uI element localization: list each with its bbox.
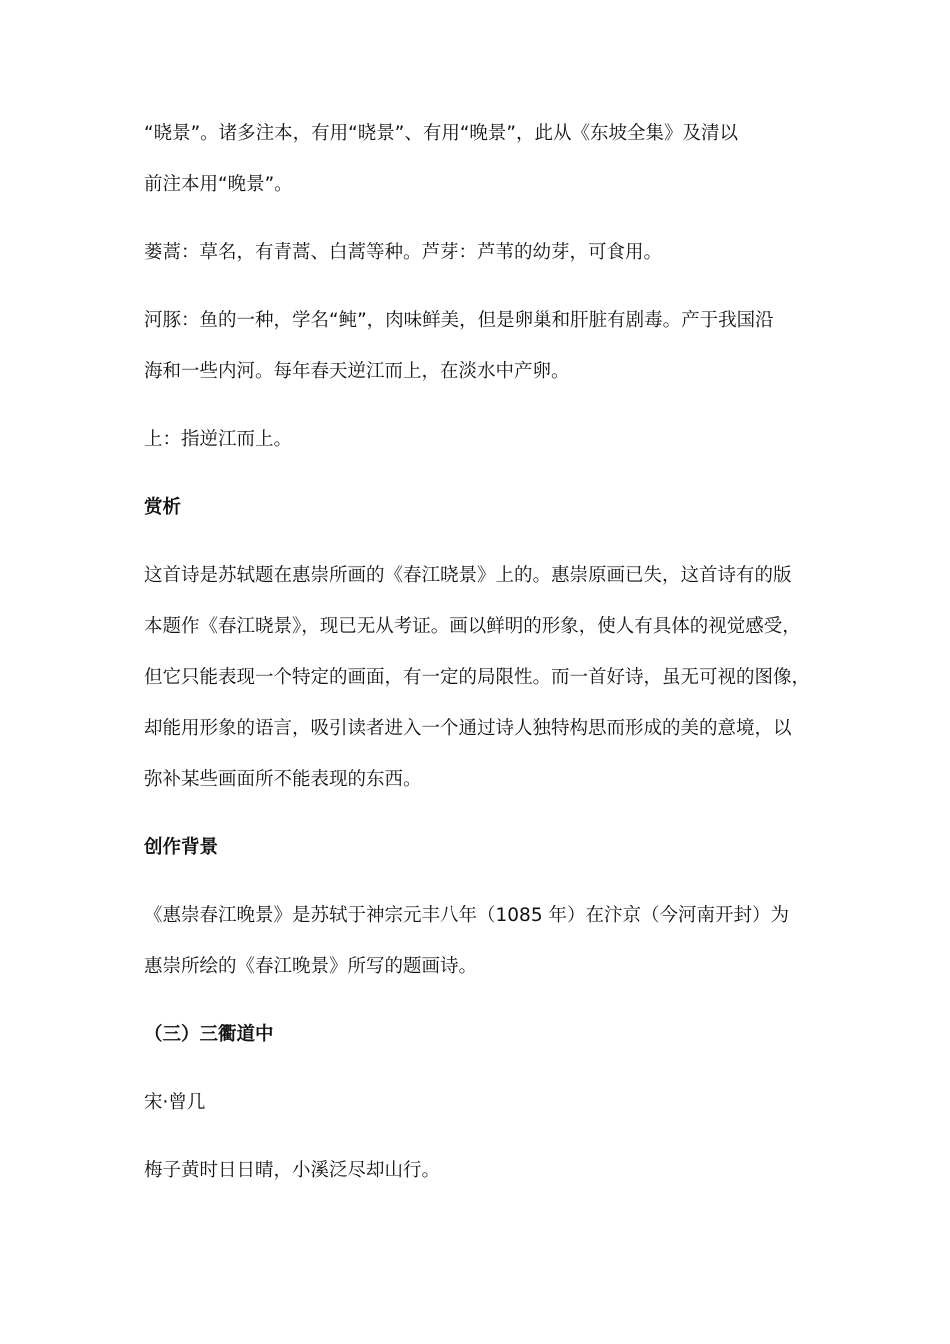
text-line: 前注本用“晚景”。 bbox=[144, 174, 293, 195]
poem-verse bbox=[144, 1145, 810, 1196]
text-line: 《惠崇春江晚景》是苏轼于神宗元丰八年（1085 年）在汴京（今河南开封）为 bbox=[144, 905, 789, 926]
text-line: 河豚：鱼的一种，学名“鲀”，肉味鲜美，但是卵巢和肝脏有剧毒。产于我国沿 bbox=[144, 310, 774, 331]
background-paragraph bbox=[144, 890, 810, 992]
poem-title bbox=[144, 1009, 810, 1060]
section-heading-background bbox=[144, 822, 810, 873]
note-paragraph-shang bbox=[144, 414, 810, 465]
text-line: 梅子黄时日日晴，小溪泛尽却山行。 bbox=[144, 1160, 441, 1181]
text-line: 蒌蒿：草名，有青蒿、白蒿等种。芦芽：芦苇的幼芽，可食用。 bbox=[144, 242, 663, 263]
text-line: 却能用形象的语言，吸引读者进入一个通过诗人独特构思而形成的美的意境，以 bbox=[144, 718, 792, 739]
note-paragraph-louhao bbox=[144, 227, 810, 278]
text-line: 海和一些内河。每年春天逆江而上，在淡水中产卵。 bbox=[144, 361, 570, 382]
document-page bbox=[144, 108, 810, 1213]
appreciation-paragraph bbox=[144, 550, 810, 805]
text-line: 但它只能表现一个特定的画面，有一定的局限性。而一首好诗，虽无可视的图像， bbox=[144, 667, 811, 688]
text-line: 上：指逆江而上。 bbox=[144, 429, 293, 450]
section-heading-appreciation bbox=[144, 482, 810, 533]
text-line: 这首诗是苏轼题在惠崇所画的《春江晓景》上的。惠崇原画已失，这首诗有的版 bbox=[144, 565, 792, 586]
poem-author bbox=[144, 1077, 810, 1128]
text-line: 本题作《春江晓景》，现已无从考证。画以鲜明的形象，使人有具体的视觉感受， bbox=[144, 616, 801, 637]
heading-text: 创作背景 bbox=[144, 837, 219, 858]
note-paragraph-hetun bbox=[144, 295, 810, 397]
heading-text: 赏析 bbox=[144, 497, 182, 518]
text-line: 惠崇所绘的《春江晚景》所写的题画诗。 bbox=[144, 956, 478, 977]
text-line: 宋·曾几 bbox=[144, 1092, 206, 1113]
heading-text: （三）三衢道中 bbox=[144, 1024, 274, 1045]
note-paragraph-xiaojing bbox=[144, 108, 810, 210]
text-line: “晓景”。诸多注本，有用“晓景”、有用“晚景”，此从《东坡全集》及清以 bbox=[144, 123, 739, 144]
text-line: 弥补某些画面所不能表现的东西。 bbox=[144, 769, 422, 790]
